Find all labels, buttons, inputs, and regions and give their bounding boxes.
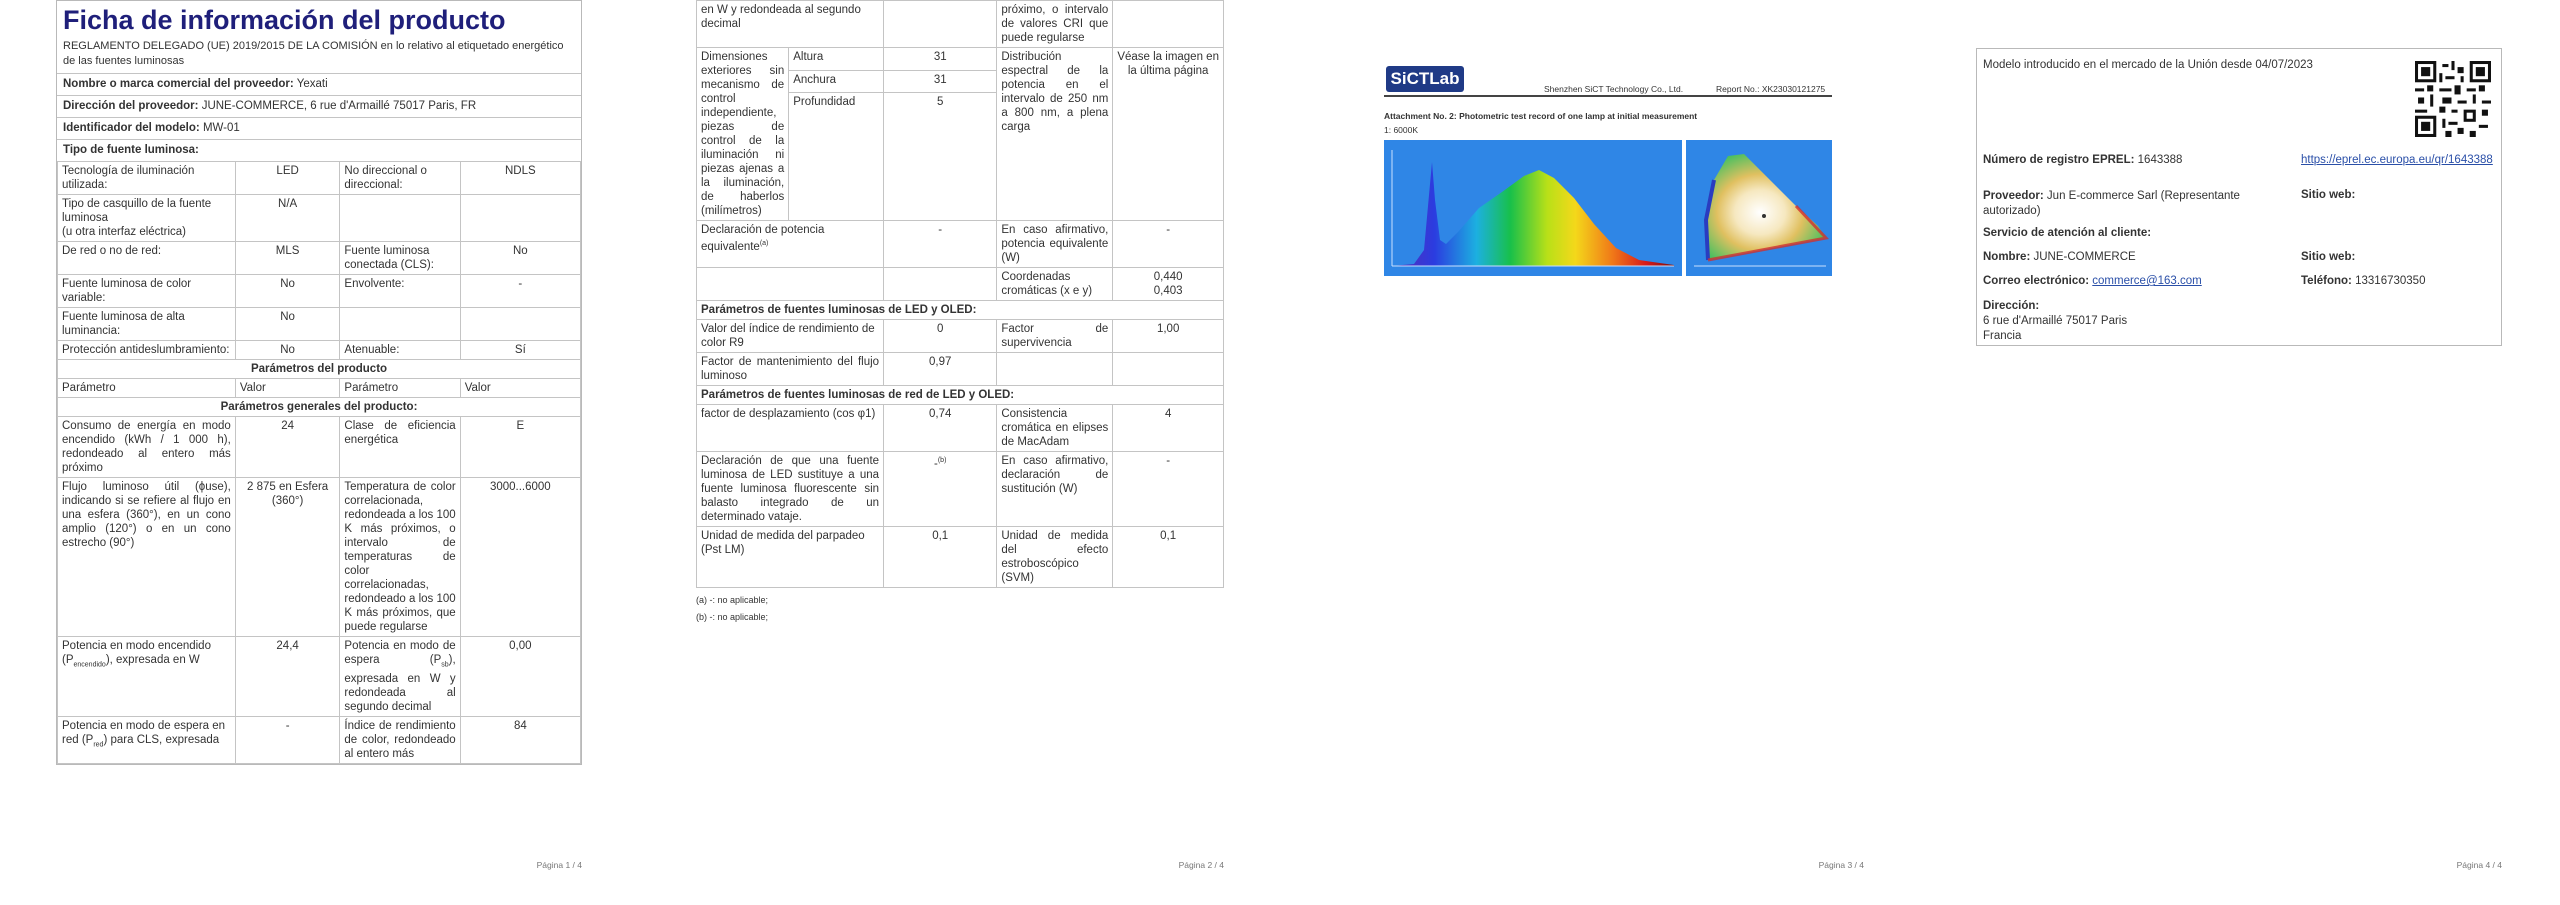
table-row [58,360,581,379]
phone-row [2301,275,2425,287]
website-label: Sitio web: [2301,189,2356,201]
cell: factor de desplazamiento (cos φ1) [697,405,884,452]
cell [697,268,884,301]
page-number: Página 4 / 4 [2456,860,2502,870]
cell [340,637,460,717]
table-header-row [58,379,581,398]
product-params-continued [696,0,1224,588]
phone: 13316730350 [2355,275,2426,287]
cell [884,452,997,527]
cell: 0,1 [884,527,997,588]
footnotes [696,592,1224,626]
cell: Véase la imagen en la última página [1113,48,1224,221]
cell: 2 875 en Esfera (360°) [235,478,340,637]
cell: Dimensiones exteriores sin mecanismo de control independiente, piezas de control de la iluminación ni piezas ajenas a la iluminación, de haberlos (milímetros) [697,48,789,221]
superscript: (a) [759,240,769,247]
label: Nombre: [1983,251,2031,263]
text: Declaración de potencia equivalente [701,224,825,253]
cell: 0,74 [884,405,997,452]
chroma-y: 0,403 [1153,285,1183,297]
company-name: Shenzhen SiCT Technology Co., Ltd. [1544,84,1684,94]
page-1 [56,0,582,870]
source-type-heading: Tipo de fuente luminosa: [57,139,581,161]
regulation-text: REGLAMENTO DELEGADO (UE) 2019/2015 DE LA COMISIÓN en lo relativo al etiquetado energético de las fuentes luminosas [63,40,564,67]
cell: próximo, o intervalo de valores CRI que puede regularse [997,1,1113,48]
address-line: Francia [1983,330,2022,342]
table-row [697,353,1224,386]
email-link[interactable]: commerce@163.com [2092,275,2202,287]
cell: E [460,417,580,478]
label: Número de registro EPREL: [1983,154,2135,166]
cell: - [1113,221,1224,268]
cell: LED [235,162,340,195]
table-row [697,405,1224,452]
cell: En caso afirmativo, declaración de sustitución (W) [997,452,1113,527]
provider-row [1983,189,2283,219]
eprel-number-row [1983,153,2273,168]
text: ), expresada en W y redondeada al segundo decimal [344,654,456,714]
text: ), expresada en W [105,654,200,666]
customer-service-heading: Servicio de atención al cliente: [1983,227,2152,239]
cell: Sí [460,341,580,360]
section-heading: Parámetros del producto [58,360,581,379]
cell: MLS [235,242,340,275]
cell: 3000...6000 [460,478,580,637]
email-row [1983,275,2202,287]
cell: 0,97 [884,353,997,386]
cell-line: Tipo de casquillo de la fuente luminosa [62,198,212,224]
cell: Fuente luminosa de color variable: [58,275,236,308]
cell: NDLS [460,162,580,195]
report-number: Report No.: XK23030121275 [1716,84,1826,94]
table-row [697,452,1224,527]
cell: 24 [235,417,340,478]
dim-value: 5 [884,93,997,221]
table-row [58,275,581,308]
cell: Fuente luminosa conectada (CLS): [340,242,460,275]
website-label-2: Sitio web: [2301,251,2356,263]
label: Nombre o marca comercial del proveedor: [63,78,294,90]
source-type-table [57,161,581,764]
superscript: (b) [937,457,947,464]
dim-label: Altura [789,48,884,71]
page-4 [1976,0,2502,870]
cell: Protección antideslumbramiento: [58,341,236,360]
cell: Clase de eficiencia energética [340,417,460,478]
cell: N/A [235,195,340,242]
section-heading: Parámetros de fuentes luminosas de red de LED y OLED: [697,386,1224,405]
table-row [58,195,581,242]
text: - [934,457,938,470]
cell: 24,4 [235,637,340,717]
supplier-name: Yexati [296,78,328,90]
cell [460,308,580,341]
cell: 0 [884,320,997,353]
cie-chromaticity-diagram-image [1686,140,1832,276]
address-block [1983,299,2127,344]
cell: - [884,221,997,268]
subscript: red [93,741,104,749]
table-row [58,717,581,764]
cell [58,195,236,242]
cell: No [235,308,340,341]
label: Teléfono: [2301,275,2352,287]
table-row [697,386,1224,405]
cell: Temperatura de color correlacionada, redondeada a los 100 K más próximos, o intervalo de temperaturas de color correlacionadas, redondeado a los 100 K más próximos, que puede regularse [340,478,460,637]
cell: No direccional o direccional: [340,162,460,195]
page-number: Página 2 / 4 [1178,860,1224,870]
supplier-address-row [57,95,581,117]
section-heading: Parámetros generales del producto: [58,398,581,417]
cell [1113,1,1224,48]
cell: Factor de mantenimiento del flujo luminoso [697,353,884,386]
cell: - [1113,452,1224,527]
cell: Valor del índice de rendimiento de color R9 [697,320,884,353]
cell [884,1,997,48]
label: Dirección del proveedor: [63,100,199,112]
column-header: Parámetro [340,379,460,398]
text: Potencia en modo de espera (P [344,640,456,666]
chroma-x: 0,440 [1153,271,1183,283]
table-row [697,301,1224,320]
cell: No [235,275,340,308]
spectral-power-distribution-image [1384,140,1682,276]
cell: - [235,717,340,764]
cell-line: (u otra interfaz eléctrica) [62,226,186,238]
footnote-b: (b) -: no aplicable; [696,612,769,622]
cell [697,221,884,268]
cell: Coordenadas cromáticas (x e y) [997,268,1113,301]
cell [340,195,460,242]
contact-name: JUNE-COMMERCE [2033,251,2136,263]
label: Proveedor: [1983,190,2044,202]
cell: Índice de rendimiento de color, redondeado al entero más [340,717,460,764]
cell: Envolvente: [340,275,460,308]
dim-value: 31 [884,48,997,71]
table-row [58,478,581,637]
cell: en W y redondeada al segundo decimal [697,1,884,48]
cell: 0,1 [1113,527,1224,588]
column-header: Parámetro [58,379,236,398]
qr-code-icon [2415,61,2491,137]
model-row [57,117,581,139]
table-row [58,308,581,341]
footnote-a: (a) -: no aplicable; [696,595,769,605]
cell: Declaración de que una fuente luminosa de LED sustituye a una fuente luminosa fluorescente sin balasto integrado de un determinado vataje. [697,452,884,527]
page-number: Página 1 / 4 [536,860,582,870]
table-row [697,527,1224,588]
cell: Consumo de energía en modo encendido (kWh / 1 000 h), redondeado al entero más próximo [58,417,236,478]
cell: Distribución espectral de la potencia en el intervalo de 250 nm a 800 nm, a plena carga [997,48,1113,221]
page-number: Página 3 / 4 [1818,860,1864,870]
cell [58,637,236,717]
table-row [58,398,581,417]
label: Dirección: [1983,300,2040,312]
subscript: sb [441,661,449,669]
supplier-address: JUNE-COMMERCE, 6 rue d'Armaillé 75017 Paris, FR [201,100,477,112]
cell: 84 [460,717,580,764]
dim-label: Profundidad [789,93,884,221]
cell: En caso afirmativo, potencia equivalente (W) [997,221,1113,268]
cell: 1,00 [1113,320,1224,353]
text: Potencia en modo de espera en red (P [62,720,226,747]
cell: - [460,275,580,308]
cell: Tecnología de iluminación utilizada: [58,162,236,195]
cell [884,268,997,301]
cct-label: 1: 6000K [1384,125,1419,135]
product-info-sheet [56,0,582,765]
page-3 [1384,0,1864,870]
text: ) para CLS, expresada [103,734,220,747]
cell: No [460,242,580,275]
cell: No [235,341,340,360]
table-row [697,320,1224,353]
eprel-number: 1643388 [2137,154,2183,166]
dim-label: Anchura [789,70,884,93]
text: Potencia en modo encendido (P [62,640,211,666]
cell: 0,00 [460,637,580,717]
cell [340,308,460,341]
table-row [697,221,1224,268]
cell: Flujo luminoso útil (ϕuse), indicando si se refiere al flujo en una esfera (360°), en un cono amplio (120°) o en un cono estrecho (90°) [58,478,236,637]
address-line: 6 rue d'Armaillé 75017 Paris [1983,315,2128,327]
table-row [58,417,581,478]
table-row [58,242,581,275]
sict-logo: SiCTLab [1386,66,1464,92]
table-row [697,48,1224,71]
eprel-link[interactable]: https://eprel.ec.europa.eu/qr/1643388 [2301,154,2493,166]
subscript: encendido [73,661,106,669]
cell: De red o no de red: [58,242,236,275]
attachment-title: Attachment No. 2: Photometric test record of one lamp at initial measurement [1384,111,1698,121]
page-title: Ficha de información del producto [63,5,506,35]
market-date: Modelo introducido en el mercado de la Unión desde 04/07/2023 [1983,59,2313,71]
table-row [58,162,581,195]
cell: Factor de supervivencia [997,320,1113,353]
cell [460,195,580,242]
cell: Atenuable: [340,341,460,360]
provider: Jun E-commerce Sarl (Representante autorizado) [1983,190,2240,217]
dim-value: 31 [884,70,997,93]
cell: Unidad de medida del efecto estroboscópico (SVM) [997,527,1113,588]
cell [997,353,1113,386]
cell [1113,268,1224,301]
eprel-info-box [1976,48,2502,346]
label: Correo electrónico: [1983,275,2090,287]
table-row [697,1,1224,48]
cell: 4 [1113,405,1224,452]
section-heading: Parámetros de fuentes luminosas de LED y OLED: [697,301,1224,320]
column-header: Valor [235,379,340,398]
label: Identificador del modelo: [63,122,200,134]
model-id: MW-01 [202,122,240,134]
column-header: Valor [460,379,580,398]
cell: Unidad de medida del parpadeo (Pst LM) [697,527,884,588]
table-row [58,637,581,717]
contact-name-row [1983,251,2136,263]
table-row [697,268,1224,301]
page-2 [696,0,1224,870]
cell: Consistencia cromática en elipses de MacAdam [997,405,1113,452]
supplier-name-row [57,73,581,95]
cell [1113,353,1224,386]
header-rule [1384,95,1832,97]
cell: Fuente luminosa de alta luminancia: [58,308,236,341]
cell [58,717,236,764]
table-row [58,341,581,360]
